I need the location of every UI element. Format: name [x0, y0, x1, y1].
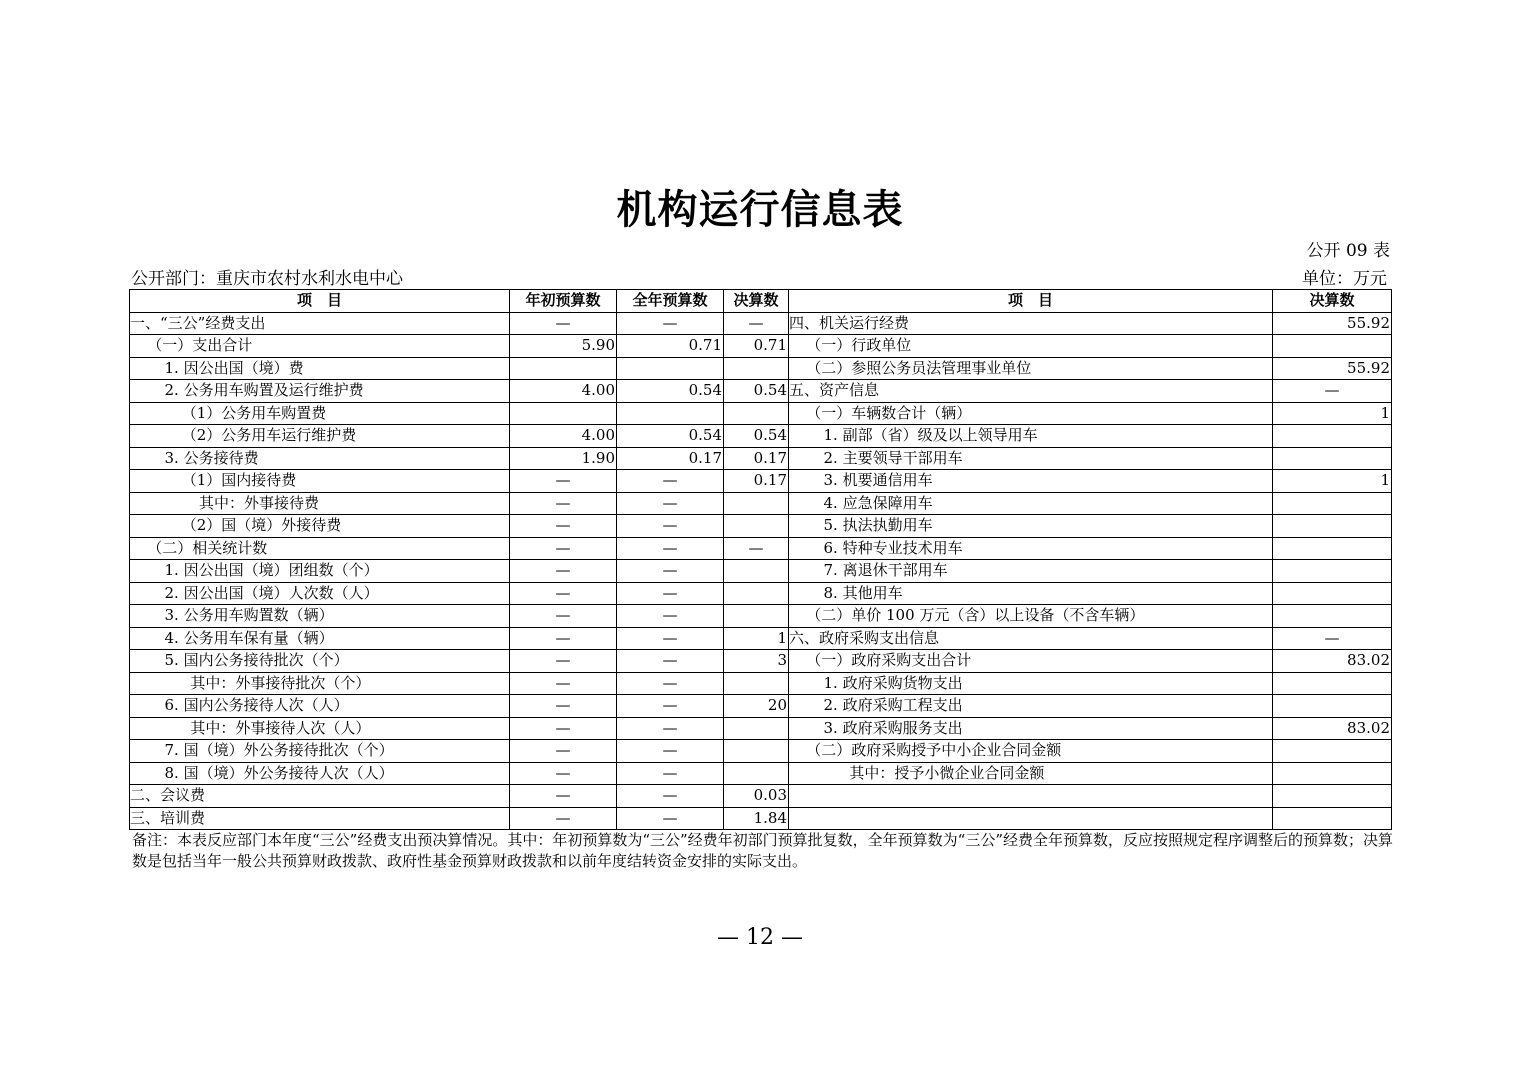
- full-year-budget-cell: 0.54: [617, 380, 724, 403]
- final-left-cell: —: [724, 312, 789, 335]
- right-item-cell: （一）政府采购支出合计: [789, 650, 1273, 673]
- left-item-cell: 其中：外事接待人次（人）: [130, 717, 510, 740]
- unit-label: 单位：万元: [1302, 269, 1387, 289]
- full-year-budget-cell: —: [617, 312, 724, 335]
- footnote: 备注：本表反应部门本年度“三公”经费支出预决算情况。其中：年初预算数为“三公”经费年初部门预算批复数，全年预算数为“三公”经费全年预算数，反应按照规定程序调整后的预算数；决算数是包括当年一般公共预算财政拨款、政府性基金预算财政拨款和以前年度结转资金安排的实际支出。: [132, 831, 1394, 870]
- table-row: [130, 312, 1392, 335]
- initial-budget-cell: —: [510, 785, 617, 808]
- final-right-cell: [1273, 762, 1392, 785]
- right-item-cell: 6. 特种专业技术用车: [789, 537, 1273, 560]
- table-row: [130, 470, 1392, 493]
- initial-budget-cell: —: [510, 582, 617, 605]
- initial-budget-cell: —: [510, 740, 617, 763]
- left-item-cell: 7. 国（境）外公务接待批次（个）: [130, 740, 510, 763]
- final-right-cell: [1273, 447, 1392, 470]
- left-item-cell: 三、培训费: [130, 807, 510, 830]
- final-left-cell: [724, 582, 789, 605]
- table-row: [130, 582, 1392, 605]
- full-year-budget-cell: —: [617, 785, 724, 808]
- final-right-cell: 55.92: [1273, 357, 1392, 380]
- right-item-cell: 其中：授予小微企业合同金额: [789, 762, 1273, 785]
- left-item-cell: （一）支出合计: [130, 335, 510, 358]
- initial-budget-cell: —: [510, 560, 617, 583]
- final-left-cell: [724, 560, 789, 583]
- final-left-cell: [724, 605, 789, 628]
- final-right-cell: [1273, 695, 1392, 718]
- table-number: 公开 09 表: [1306, 241, 1390, 261]
- header-final-right: 决算数: [1273, 290, 1392, 313]
- full-year-budget-cell: —: [617, 650, 724, 673]
- full-year-budget-cell: —: [617, 560, 724, 583]
- full-year-budget-cell: [617, 357, 724, 380]
- table-row: [130, 425, 1392, 448]
- left-item-cell: （二）相关统计数: [130, 537, 510, 560]
- left-item-cell: 二、会议费: [130, 785, 510, 808]
- table-row: [130, 807, 1392, 830]
- left-item-cell: 8. 国（境）外公务接待人次（人）: [130, 762, 510, 785]
- initial-budget-cell: —: [510, 695, 617, 718]
- header-full-year-budget: 全年预算数: [617, 290, 724, 313]
- final-right-cell: 1: [1273, 470, 1392, 493]
- full-year-budget-cell: 0.17: [617, 447, 724, 470]
- final-right-cell: 55.92: [1273, 312, 1392, 335]
- final-left-cell: 0.71: [724, 335, 789, 358]
- final-left-cell: 1: [724, 627, 789, 650]
- table-row: [130, 447, 1392, 470]
- final-left-cell: 20: [724, 695, 789, 718]
- final-right-cell: 1: [1273, 402, 1392, 425]
- right-item-cell: 1. 副部（省）级及以上领导用车: [789, 425, 1273, 448]
- final-left-cell: [724, 672, 789, 695]
- table-row: [130, 537, 1392, 560]
- full-year-budget-cell: [617, 402, 724, 425]
- left-item-cell: 2. 公务用车购置及运行维护费: [130, 380, 510, 403]
- left-item-cell: 其中：外事接待批次（个）: [130, 672, 510, 695]
- final-left-cell: [724, 740, 789, 763]
- left-item-cell: 3. 公务用车购置数（辆）: [130, 605, 510, 628]
- right-item-cell: 1. 政府采购货物支出: [789, 672, 1273, 695]
- final-right-cell: [1273, 335, 1392, 358]
- right-item-cell: 3. 机要通信用车: [789, 470, 1273, 493]
- header-final-left: 决算数: [724, 290, 789, 313]
- left-item-cell: 6. 国内公务接待人次（人）: [130, 695, 510, 718]
- initial-budget-cell: —: [510, 717, 617, 740]
- full-year-budget-cell: —: [617, 582, 724, 605]
- right-item-cell: 8. 其他用车: [789, 582, 1273, 605]
- final-left-cell: [724, 515, 789, 538]
- initial-budget-cell: 5.90: [510, 335, 617, 358]
- right-item-cell: 五、资产信息: [789, 380, 1273, 403]
- table-row: [130, 335, 1392, 358]
- left-item-cell: （1）公务用车购置费: [130, 402, 510, 425]
- page-title: 机构运行信息表: [616, 186, 904, 233]
- right-item-cell: [789, 807, 1273, 830]
- right-item-cell: 5. 执法执勤用车: [789, 515, 1273, 538]
- full-year-budget-cell: —: [617, 717, 724, 740]
- left-item-cell: （1）国内接待费: [130, 470, 510, 493]
- initial-budget-cell: —: [510, 762, 617, 785]
- table-row: [130, 762, 1392, 785]
- initial-budget-cell: —: [510, 627, 617, 650]
- left-item-cell: 2. 因公出国（境）人次数（人）: [130, 582, 510, 605]
- final-right-cell: [1273, 425, 1392, 448]
- initial-budget-cell: —: [510, 672, 617, 695]
- initial-budget-cell: —: [510, 537, 617, 560]
- final-right-cell: [1273, 582, 1392, 605]
- final-left-cell: —: [724, 537, 789, 560]
- initial-budget-cell: —: [510, 515, 617, 538]
- full-year-budget-cell: —: [617, 515, 724, 538]
- initial-budget-cell: —: [510, 807, 617, 830]
- right-item-cell: 2. 主要领导干部用车: [789, 447, 1273, 470]
- initial-budget-cell: —: [510, 650, 617, 673]
- left-item-cell: 3. 公务接待费: [130, 447, 510, 470]
- table-row: [130, 357, 1392, 380]
- right-item-cell: （一）车辆数合计（辆）: [789, 402, 1273, 425]
- right-item-cell: 3. 政府采购服务支出: [789, 717, 1273, 740]
- initial-budget-cell: [510, 357, 617, 380]
- initial-budget-cell: —: [510, 312, 617, 335]
- right-item-cell: 六、政府采购支出信息: [789, 627, 1273, 650]
- initial-budget-cell: 4.00: [510, 380, 617, 403]
- full-year-budget-cell: —: [617, 807, 724, 830]
- table-row: [130, 380, 1392, 403]
- table-row: [130, 627, 1392, 650]
- full-year-budget-cell: —: [617, 492, 724, 515]
- final-right-cell: 83.02: [1273, 717, 1392, 740]
- full-year-budget-cell: —: [617, 695, 724, 718]
- right-item-cell: （二）参照公务员法管理事业单位: [789, 357, 1273, 380]
- info-table: [129, 289, 1392, 830]
- final-left-cell: [724, 492, 789, 515]
- right-item-cell: [789, 785, 1273, 808]
- right-item-cell: 7. 离退休干部用车: [789, 560, 1273, 583]
- initial-budget-cell: 4.00: [510, 425, 617, 448]
- table-row: [130, 402, 1392, 425]
- final-left-cell: 0.17: [724, 470, 789, 493]
- right-item-cell: （一）行政单位: [789, 335, 1273, 358]
- final-left-cell: 3: [724, 650, 789, 673]
- initial-budget-cell: —: [510, 470, 617, 493]
- final-left-cell: [724, 402, 789, 425]
- left-item-cell: 一、“三公”经费支出: [130, 312, 510, 335]
- final-right-cell: [1273, 807, 1392, 830]
- final-right-cell: [1273, 515, 1392, 538]
- final-right-cell: [1273, 492, 1392, 515]
- final-left-cell: 0.17: [724, 447, 789, 470]
- final-right-cell: —: [1273, 380, 1392, 403]
- header-initial-budget: 年初预算数: [510, 290, 617, 313]
- table-row: [130, 785, 1392, 808]
- table-row: [130, 717, 1392, 740]
- table-row: [130, 605, 1392, 628]
- table-row: [130, 492, 1392, 515]
- left-item-cell: 1. 因公出国（境）团组数（个）: [130, 560, 510, 583]
- final-right-cell: [1273, 740, 1392, 763]
- right-item-cell: 2. 政府采购工程支出: [789, 695, 1273, 718]
- right-item-cell: 四、机关运行经费: [789, 312, 1273, 335]
- final-left-cell: 1.84: [724, 807, 789, 830]
- full-year-budget-cell: —: [617, 672, 724, 695]
- initial-budget-cell: [510, 402, 617, 425]
- header-item-left: 项 目: [130, 290, 510, 313]
- final-left-cell: [724, 717, 789, 740]
- final-right-cell: [1273, 785, 1392, 808]
- final-left-cell: 0.54: [724, 380, 789, 403]
- full-year-budget-cell: —: [617, 470, 724, 493]
- final-right-cell: [1273, 560, 1392, 583]
- right-item-cell: （二）政府采购授予中小企业合同金额: [789, 740, 1273, 763]
- left-item-cell: （2）公务用车运行维护费: [130, 425, 510, 448]
- full-year-budget-cell: —: [617, 740, 724, 763]
- table-row: [130, 672, 1392, 695]
- right-item-cell: 4. 应急保障用车: [789, 492, 1273, 515]
- left-item-cell: 5. 国内公务接待批次（个）: [130, 650, 510, 673]
- left-item-cell: （2）国（境）外接待费: [130, 515, 510, 538]
- final-left-cell: [724, 762, 789, 785]
- full-year-budget-cell: —: [617, 537, 724, 560]
- initial-budget-cell: —: [510, 605, 617, 628]
- table-body: [130, 312, 1392, 830]
- page-number: — 12 —: [717, 925, 803, 950]
- final-right-cell: —: [1273, 627, 1392, 650]
- table-row: [130, 560, 1392, 583]
- full-year-budget-cell: —: [617, 762, 724, 785]
- final-right-cell: [1273, 672, 1392, 695]
- initial-budget-cell: 1.90: [510, 447, 617, 470]
- full-year-budget-cell: —: [617, 605, 724, 628]
- department-label: 公开部门：重庆市农村水利水电中心: [131, 269, 403, 289]
- full-year-budget-cell: 0.71: [617, 335, 724, 358]
- table-row: [130, 695, 1392, 718]
- final-right-cell: [1273, 605, 1392, 628]
- table-row: [130, 650, 1392, 673]
- table-header-row: [130, 290, 1392, 313]
- left-item-cell: 4. 公务用车保有量（辆）: [130, 627, 510, 650]
- final-right-cell: 83.02: [1273, 650, 1392, 673]
- header-item-right: 项 目: [789, 290, 1273, 313]
- initial-budget-cell: —: [510, 492, 617, 515]
- left-item-cell: 其中：外事接待费: [130, 492, 510, 515]
- table-row: [130, 740, 1392, 763]
- full-year-budget-cell: 0.54: [617, 425, 724, 448]
- final-right-cell: [1273, 537, 1392, 560]
- final-left-cell: 0.54: [724, 425, 789, 448]
- full-year-budget-cell: —: [617, 627, 724, 650]
- right-item-cell: （二）单价 100 万元（含）以上设备（不含车辆）: [789, 605, 1273, 628]
- left-item-cell: 1. 因公出国（境）费: [130, 357, 510, 380]
- final-left-cell: [724, 357, 789, 380]
- final-left-cell: 0.03: [724, 785, 789, 808]
- table-row: [130, 515, 1392, 538]
